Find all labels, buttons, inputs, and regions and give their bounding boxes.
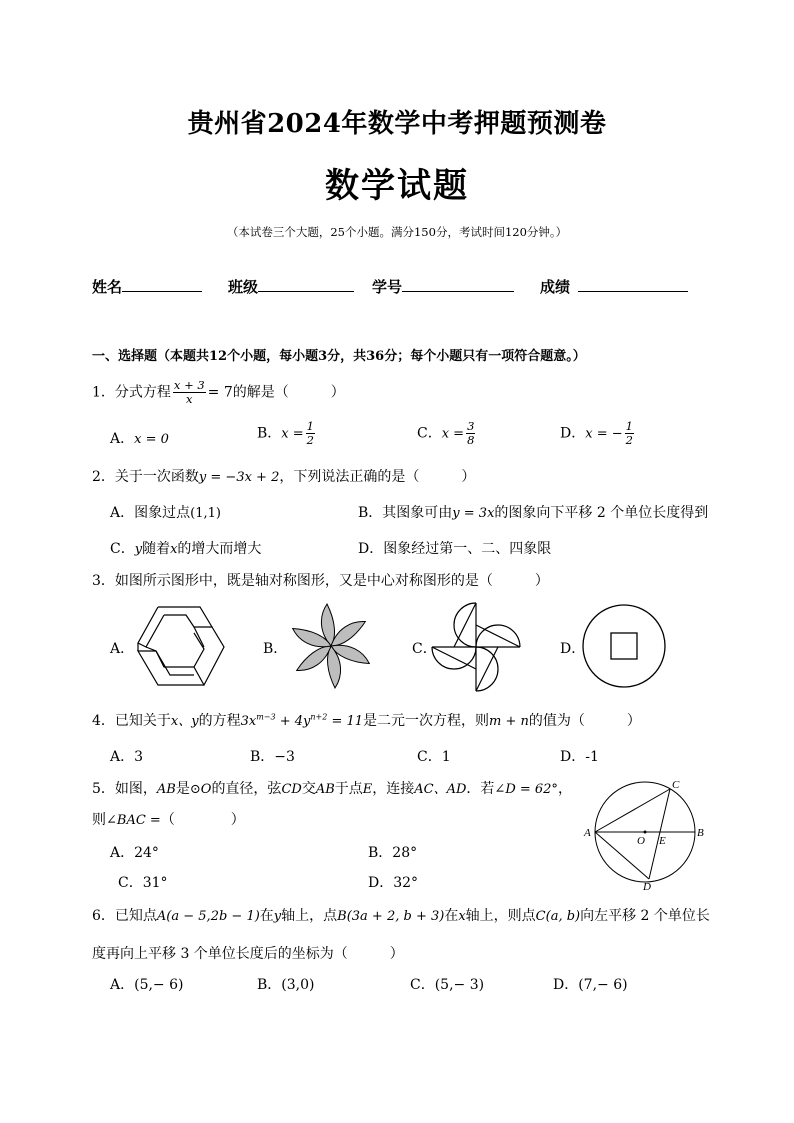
- q4-mid: 的方程: [198, 713, 241, 729]
- student-id-blank[interactable]: [402, 277, 514, 292]
- q1-d-pre: x = −: [585, 426, 623, 442]
- q1-b-den: 2: [306, 433, 314, 447]
- q6-option-d[interactable]: D．(7,− 6): [553, 977, 628, 993]
- q2-prefix: 2．关于一次函数: [92, 469, 199, 485]
- q1-b-label: B．: [257, 425, 282, 442]
- q1-option-b[interactable]: [257, 420, 317, 447]
- name-blank[interactable]: [122, 277, 202, 292]
- q2-option-c[interactable]: [110, 538, 261, 558]
- question-5-line-2: [92, 809, 245, 829]
- q4-xy: x、y: [170, 714, 199, 729]
- q1-frac-num: x + 3: [173, 378, 205, 392]
- q5-angle-bac: ∠BAC =: [106, 813, 161, 828]
- q3-option-d-label[interactable]: D．: [560, 641, 586, 657]
- q4-option-d[interactable]: D．-1: [560, 749, 599, 765]
- section-heading: 一、选择题（本题共12个小题，每小题3分，共36分；每个小题只有一项符合题意。）: [92, 349, 586, 364]
- q6-point-a: A(a − 5,2b − 1): [156, 909, 260, 924]
- q1-option-c[interactable]: [417, 420, 477, 447]
- q5-l1-e: 于点: [334, 781, 363, 797]
- q1-c-num: 3: [467, 419, 475, 433]
- q4-option-b[interactable]: B．−3: [250, 749, 295, 765]
- q5-cd: CD: [281, 782, 302, 797]
- q5-l1-b: 是: [175, 781, 190, 797]
- q1-d-label: D．: [560, 425, 586, 442]
- question-5-line-1: [92, 778, 572, 798]
- q5-option-d[interactable]: D．32°: [368, 875, 419, 891]
- q6-x: x: [458, 909, 466, 924]
- q4-eq-c: = 11: [327, 714, 364, 729]
- q2-c-label: C．: [110, 541, 135, 557]
- q2-func: y = −3x + 2: [198, 470, 280, 485]
- q3-option-b-label[interactable]: B．: [263, 641, 288, 657]
- q5-ab2: AB: [315, 782, 335, 797]
- q5-fig-label-a: A: [584, 827, 591, 839]
- question-6-line-2: 度再向上平移 3 个单位长度后的坐标为（ ）: [92, 946, 404, 962]
- question-1: [92, 379, 345, 406]
- q3-figure-b-flower[interactable]: [286, 601, 376, 691]
- q5-circle-figure: [580, 776, 710, 892]
- q3-figure-a-triple-band[interactable]: [134, 603, 228, 689]
- band-3: [138, 643, 204, 685]
- q2-c-x: x: [170, 542, 178, 557]
- petals: [290, 604, 372, 688]
- q5-circle-o: ⊙O: [189, 782, 212, 797]
- q4-equation: [241, 714, 363, 729]
- q2-option-b[interactable]: [358, 502, 708, 522]
- q5-fig-label-b: B: [697, 827, 704, 839]
- q2-c-y: y: [134, 542, 143, 557]
- q5-angle-d: ∠D = 62°: [494, 782, 558, 797]
- q1-b-frac: [306, 420, 315, 447]
- question-2: [92, 466, 475, 486]
- q6-l1-e: 轴上，则点: [465, 908, 536, 924]
- q1-c-pre: x =: [441, 426, 465, 442]
- q2-b-post: 的图象向下平移 2 个单位长度得到: [494, 505, 709, 521]
- question-4: [92, 710, 641, 730]
- q3-figure-d-coin[interactable]: [581, 603, 667, 689]
- q1-a-value: x = 0: [134, 432, 169, 447]
- q1-d-num: 1: [625, 419, 633, 433]
- q5-l1-c: 的直径，弦: [211, 781, 282, 797]
- q3-option-c-label[interactable]: C．: [412, 641, 437, 657]
- q6-point-c: C(a, b): [535, 909, 581, 924]
- q5-l1-g: ．若: [466, 781, 495, 797]
- q1-a-label: A．: [110, 431, 135, 447]
- q1-fraction: [173, 379, 206, 406]
- q5-l1-h: ，: [557, 781, 572, 797]
- q1-option-a[interactable]: [110, 428, 169, 448]
- class-field[interactable]: [228, 276, 354, 297]
- q6-l1-c: 轴上，点: [281, 908, 338, 924]
- q5-fig-label-d: D: [643, 881, 651, 892]
- q5-e: E: [362, 782, 373, 797]
- q1-c-frac: [466, 420, 475, 447]
- q5-l1-a: 5．如图，: [92, 781, 157, 797]
- q6-l1-d: 在: [444, 908, 459, 924]
- q1-prefix: 1．分式方程: [92, 384, 171, 401]
- q1-option-d[interactable]: [560, 420, 636, 447]
- q4-mn: m + n: [489, 714, 529, 729]
- name-label: 姓名: [92, 278, 123, 296]
- student-id-label: 学号: [372, 278, 403, 296]
- student-id-field[interactable]: [372, 276, 514, 297]
- class-label: 班级: [228, 278, 259, 296]
- exam-title: 贵州省2024年数学中考押题预测卷: [187, 109, 607, 139]
- name-field[interactable]: [92, 276, 202, 297]
- q6-l1-f: 向左平移 2 个单位长: [580, 908, 710, 924]
- score-label: 成绩: [540, 278, 571, 296]
- q5-option-b[interactable]: B．28°: [368, 845, 418, 861]
- q1-d-den: 2: [625, 433, 633, 447]
- exam-note: （本试卷三个大题，25个小题。满分150分，考试时间120分钟。）: [226, 225, 568, 239]
- q4-option-c[interactable]: C．1: [417, 749, 451, 765]
- q2-b-pre: B．其图象可由: [358, 505, 453, 521]
- question-6-line-1: [92, 905, 710, 925]
- q2-option-a[interactable]: [110, 502, 221, 522]
- q5-fig-label-o: O: [637, 835, 645, 847]
- q2-a-text: A．图象过点: [110, 505, 191, 521]
- q5-option-c[interactable]: C．31°: [118, 875, 168, 891]
- q5-l2-a: 则: [92, 812, 106, 828]
- band-2: [194, 627, 224, 685]
- q4-post: 是二元一次方程，则: [363, 713, 490, 729]
- q5-ac-ad: AC、AD: [414, 782, 467, 797]
- q6-option-a[interactable]: A．(5,− 6): [110, 977, 184, 993]
- q6-l1-b: 在: [259, 908, 274, 924]
- q1-rest: = 7的解是（ ）: [207, 384, 345, 401]
- q1-frac-den: x: [186, 392, 193, 406]
- q5-l1-f: ，连接: [372, 781, 415, 797]
- q4-eq-a: 3x: [240, 714, 257, 729]
- q4-eq-sup2: n+2: [310, 712, 328, 722]
- q3-option-a-label[interactable]: A．: [110, 641, 135, 657]
- q4-option-a[interactable]: A．3: [110, 749, 144, 765]
- q6-option-c[interactable]: C．(5,− 3): [410, 977, 485, 993]
- question-3: 3．如图所示图形中，既是轴对称图形，又是中心对称图形的是（ ）: [92, 573, 549, 589]
- q5-l2-b: （ ）: [160, 812, 245, 828]
- q5-l1-d: 交: [301, 781, 316, 797]
- q4-eq-b: + 4y: [275, 714, 311, 729]
- q2-c-post: 的增大而增大: [177, 541, 262, 557]
- q5-fig-label-c: C: [672, 779, 680, 791]
- q4-prefix: 4．已知关于: [92, 713, 171, 729]
- q5-fig-label-e: E: [659, 835, 666, 847]
- q5-ab: AB: [156, 782, 176, 797]
- q6-point-b: B(3a + 2, b + 3): [337, 909, 445, 924]
- q4-end: 的值为（ ）: [528, 713, 641, 729]
- q2-rest: ，下列说法正确的是（ ）: [279, 469, 476, 485]
- q6-y: y: [273, 909, 282, 924]
- q6-option-b[interactable]: B．(3,0): [257, 977, 315, 993]
- q1-d-frac: [625, 420, 634, 447]
- q4-eq-sup1: m−3: [256, 712, 276, 722]
- q3-figure-c-pinwheel[interactable]: [430, 601, 522, 693]
- class-blank[interactable]: [258, 277, 354, 292]
- q5-option-a[interactable]: A．24°: [110, 845, 159, 861]
- exam-subtitle: 数学试题: [325, 166, 469, 206]
- q2-c-mid: 随着: [142, 541, 171, 557]
- q2-a-math: (1,1): [190, 506, 221, 521]
- score-field[interactable]: [540, 276, 688, 297]
- q2-b-math: y = 3x: [452, 506, 495, 521]
- score-blank[interactable]: [578, 277, 688, 292]
- q1-c-label: C．: [417, 425, 442, 442]
- q6-l1-a: 6．已知点: [92, 908, 157, 924]
- q1-c-den: 8: [467, 433, 475, 447]
- q1-b-pre: x =: [281, 426, 304, 442]
- q1-b-num: 1: [306, 419, 314, 433]
- q2-option-d[interactable]: D．图象经过第一、二、四象限: [358, 541, 552, 557]
